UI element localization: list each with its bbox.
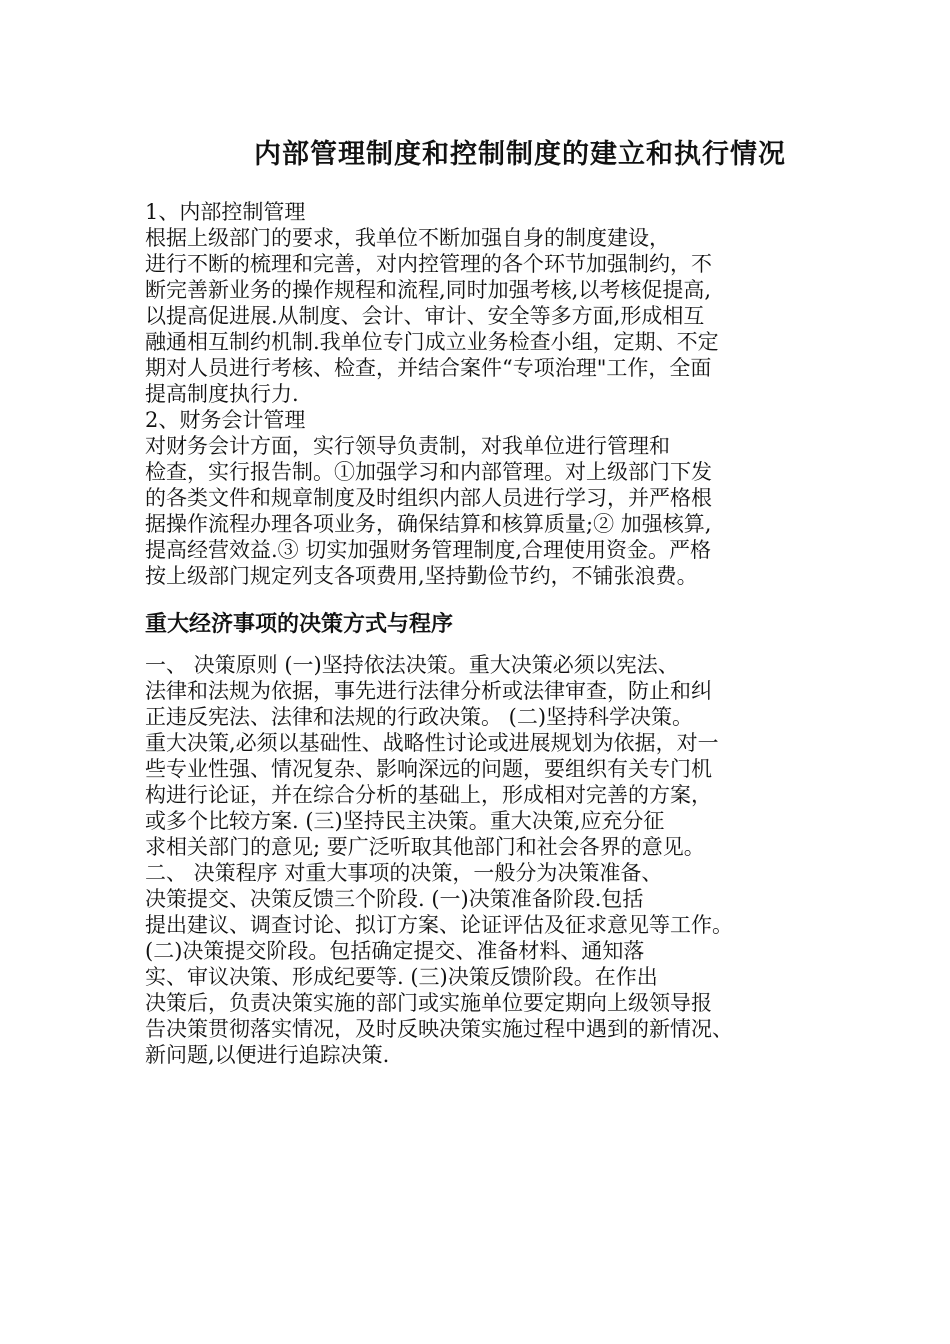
text-line: 期对人员进行考核、检查，并结合案件“专项治理"工作，全面 <box>145 356 712 380</box>
text-line: 检查，实行报告制。①加强学习和内部管理。对上级部门下发 <box>145 460 712 484</box>
text-line: 提高经营效益.③ 切实加强财务管理制度,合理使用资金。严格 <box>145 538 712 562</box>
text-line: 二、 决策程序 对重大事项的决策，一般分为决策准备、 <box>145 861 663 885</box>
text-line: 按上级部门规定列支各项费用,坚持勤俭节约，不铺张浪费。 <box>145 564 698 588</box>
text-line: 对财务会计方面，实行领导负责制，对我单位进行管理和 <box>145 434 670 458</box>
text-line: 重大决策,必须以基础性、战略性讨论或进展规划为依据，对一 <box>145 731 719 755</box>
text-line: 提出建议、调查讨论、拟订方案、论证评估及征求意见等工作。 <box>145 913 733 937</box>
text-line: 实、审议决策、形成纪要等. (三)决策反馈阶段。在作出 <box>145 965 658 989</box>
text-line: 提高制度执行力. <box>145 382 299 406</box>
text-line: (二)决策提交阶段。包括确定提交、准备材料、通知落 <box>145 939 645 963</box>
document-title: 内部管理制度和控制制度的建立和执行情况 <box>254 139 786 170</box>
text-line: 或多个比较方案. (三)坚持民主决策。重大决策,应充分征 <box>145 809 665 833</box>
text-line: 一、 决策原则 (一)坚持依法决策。重大决策必须以宪法、 <box>145 653 679 677</box>
section-decision-procedure <box>145 608 835 1068</box>
text-line: 的各类文件和规章制度及时组织内部人员进行学习，并严格根 <box>145 486 712 510</box>
text-line: 据操作流程办理各项业务，确保结算和核算质量;② 加强核算, <box>145 512 712 536</box>
text-line: 些专业性强、情况复杂、影响深远的问题，要组织有关专门机 <box>145 757 712 781</box>
text-line: 以提高促进展.从制度、会计、审计、安全等多方面,形成相互 <box>145 304 705 328</box>
text-line: 求相关部门的意见; 要广泛听取其他部门和社会各界的意见。 <box>145 835 705 859</box>
text-line: 2、财务会计管理 <box>145 408 306 432</box>
text-line: 告决策贯彻落实情况，及时反映决策实施过程中遇到的新情况、 <box>145 1017 733 1041</box>
text-line: 正违反宪法、法律和法规的行政决策。 (二)坚持科学决策。 <box>145 705 694 729</box>
text-line: 决策提交、决策反馈三个阶段. (一)决策准备阶段.包括 <box>145 887 644 911</box>
text-line: 根据上级部门的要求，我单位不断加强自身的制度建设， <box>145 226 670 250</box>
text-line: 构进行论证，并在综合分析的基础上，形成相对完善的方案， <box>145 783 712 807</box>
text-line: 决策后，负责决策实施的部门或实施单位要定期向上级领导报 <box>145 991 712 1015</box>
text-line: 新问题,以便进行追踪决策. <box>145 1043 390 1067</box>
text-line: 法律和法规为依据，事先进行法律分析或法律审查，防止和纠 <box>145 679 712 703</box>
section-heading: 重大经济事项的决策方式与程序 <box>145 611 454 637</box>
text-line: 融通相互制约机制.我单位专门成立业务检查小组，定期、不定 <box>145 330 719 354</box>
section-internal-management <box>145 199 835 589</box>
text-line: 断完善新业务的操作规程和流程,同时加强考核,以考核促提高, <box>145 278 712 302</box>
text-line: 1、内部控制管理 <box>145 200 306 224</box>
text-line: 进行不断的梳理和完善，对内控管理的各个环节加强制约，不 <box>145 252 712 276</box>
